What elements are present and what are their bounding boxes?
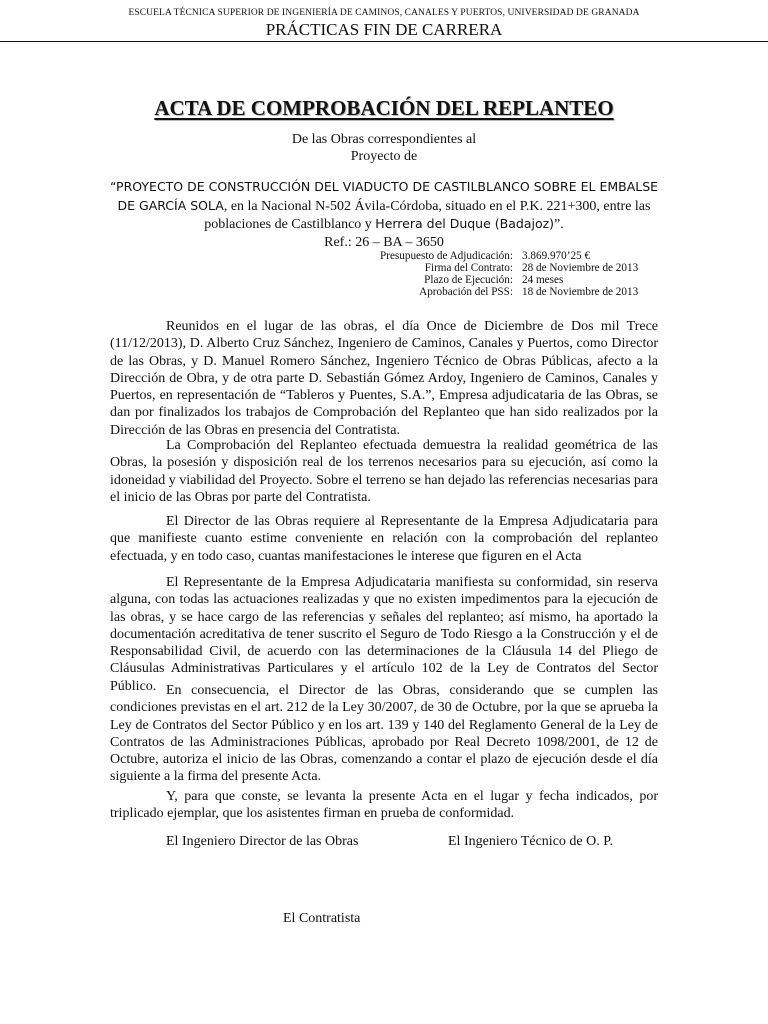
fact-label: Presupuesto de Adjudicación: <box>380 250 513 262</box>
body-paragraph-verification <box>110 437 658 506</box>
fact-row <box>380 286 638 298</box>
paragraph-text: En consecuencia, el Director de las Obras, considerando que se cumplen las condiciones previstas en el art. 212 de la Ley 30/2007, de 30 de Octubre, por la que se aprueba la Ley de Contratos del Sector Público y en los art. 139 y 140 del Reglamento General de la Ley de Contratos de las Administraciones Públicas, aprobado por Real Decreto 1098/2001, de 12 de Octubre, autoriza el inicio de las Obras, comenzando a contar el plazo de ejecución desde el día siguiente a la firma del presente Acta. <box>110 683 658 785</box>
paragraph-text: Y, para que conste, se levanta la presente Acta en el lugar y fecha indicados, por triplicado ejemplar, que los asistentes firman en prueba de conformidad. <box>110 789 658 822</box>
project-location: , en la Nacional N-502 Ávila-Córdoba, situado en el P.K. 221+300, entre las poblaciones de Castilblanco y <box>204 198 651 232</box>
paragraph-text: La Comprobación del Replanteo efectuada demuestra la realidad geométrica de las Obras, la posesión y disposición real de los terrenos necesarios para su ejecución, así como la idoneidad y viabilidad del Proyecto. Sobre el terreno se han dejado las referencias necesarias para el inicio de las Obras por parte del Contratista. <box>110 438 658 505</box>
fact-label: Firma del Contrato: <box>424 262 513 274</box>
paragraph-text: El Representante de la Empresa Adjudicataria manifiesta su conformidad, sin reserva alguna, con todas las actuaciones realizadas y que no existen impedimentos para la ejecución de las obras, y se hace cargo de las referencias y señales del replanteo; así mismo, ha aportado la documentación acreditativa de tener suscrito el Seguro de Todo Riesgo a la Construcción y el de Responsabilidad Civil, de acuerdo con las determinaciones de la Cláusula 14 del Pliego de Cláusulas Administrativas Particulares y el artículo 102 de la Ley de Contratos del Sector Público. <box>110 575 658 694</box>
fact-row <box>380 250 638 262</box>
signature-contratista: El Contratista <box>283 911 361 926</box>
body-paragraph-request <box>110 513 658 565</box>
project-reference: Ref.: 26 – BA – 3650 <box>324 234 444 250</box>
body-paragraph-authorization <box>110 682 658 786</box>
signature-director: El Ingeniero Director de las Obras <box>166 834 359 849</box>
practicas-subtitle: PRÁCTICAS FIN DE CARRERA <box>265 20 503 39</box>
body-paragraph-conformity <box>110 574 658 695</box>
fact-value: 24 meses <box>521 274 564 286</box>
project-close-quote: ”. <box>554 217 564 232</box>
fact-row <box>380 262 638 274</box>
fact-value: 28 de Noviembre de 2013 <box>521 262 639 274</box>
intro-line-1: De las Obras correspondientes al <box>291 132 477 147</box>
project-place: Herrera del Duque (Badajoz) <box>375 216 555 231</box>
fact-row <box>380 274 638 286</box>
body-paragraph-closing <box>110 788 658 823</box>
fact-value: 18 de Noviembre de 2013 <box>521 286 639 298</box>
body-paragraph-meeting <box>110 318 658 439</box>
header-divider <box>0 41 768 42</box>
project-name: “PROYECTO DE CONSTRUCCIÓN DEL VIADUCTO DE CASTILBLANCO SOBRE EL EMBALSE DE GARCÍA SOLA <box>109 179 659 213</box>
project-description <box>108 178 660 251</box>
school-header: ESCUELA TÉCNICA SUPERIOR DE INGENIERÍA DE CAMINOS, CANALES Y PUERTOS, UNIVERSIDAD DE GRANADA <box>128 8 640 18</box>
fact-value: 3.869.970’25 € <box>521 250 591 262</box>
paragraph-text: Reunidos en el lugar de las obras, el día Once de Diciembre de Dos mil Trece (11/12/2013), D. Alberto Cruz Sánchez, Ingeniero de Caminos, Canales y Puertos, como Director de las Obras, y D. Manuel Romero Sánchez, Ingeniero Técnico de Obras Públicas, afecto a la Dirección de Obra, y de otra parte D. Sebastián Gómez Ardoy, Ingeniero de Caminos, Canales y Puertos, en representación de “Tableros y Puentes, S.A.”, Empresa adjudicataria de las Obras, se dan por finalizados los trabajos de Comprobación del Replanteo que han sido realizados por la Dirección de las Obras en presencia del Contratista. <box>110 319 658 438</box>
intro-line-2: Proyecto de <box>350 149 418 164</box>
paragraph-text: El Director de las Obras requiere al Representante de la Empresa Adjudicataria para que manifieste cuanto estime conveniente en relación con la comprobación del replanteo efectuada, y en todo caso, cuantas manifestaciones le interese que figuren en el Acta <box>110 514 658 564</box>
signature-tecnico: El Ingeniero Técnico de O. P. <box>448 834 613 849</box>
fact-label: Aprobación del PSS: <box>419 286 513 298</box>
fact-label: Plazo de Ejecución: <box>424 274 513 286</box>
contract-facts <box>380 250 638 298</box>
document-title: ACTA DE COMPROBACIÓN DEL REPLANTEO <box>154 96 614 120</box>
